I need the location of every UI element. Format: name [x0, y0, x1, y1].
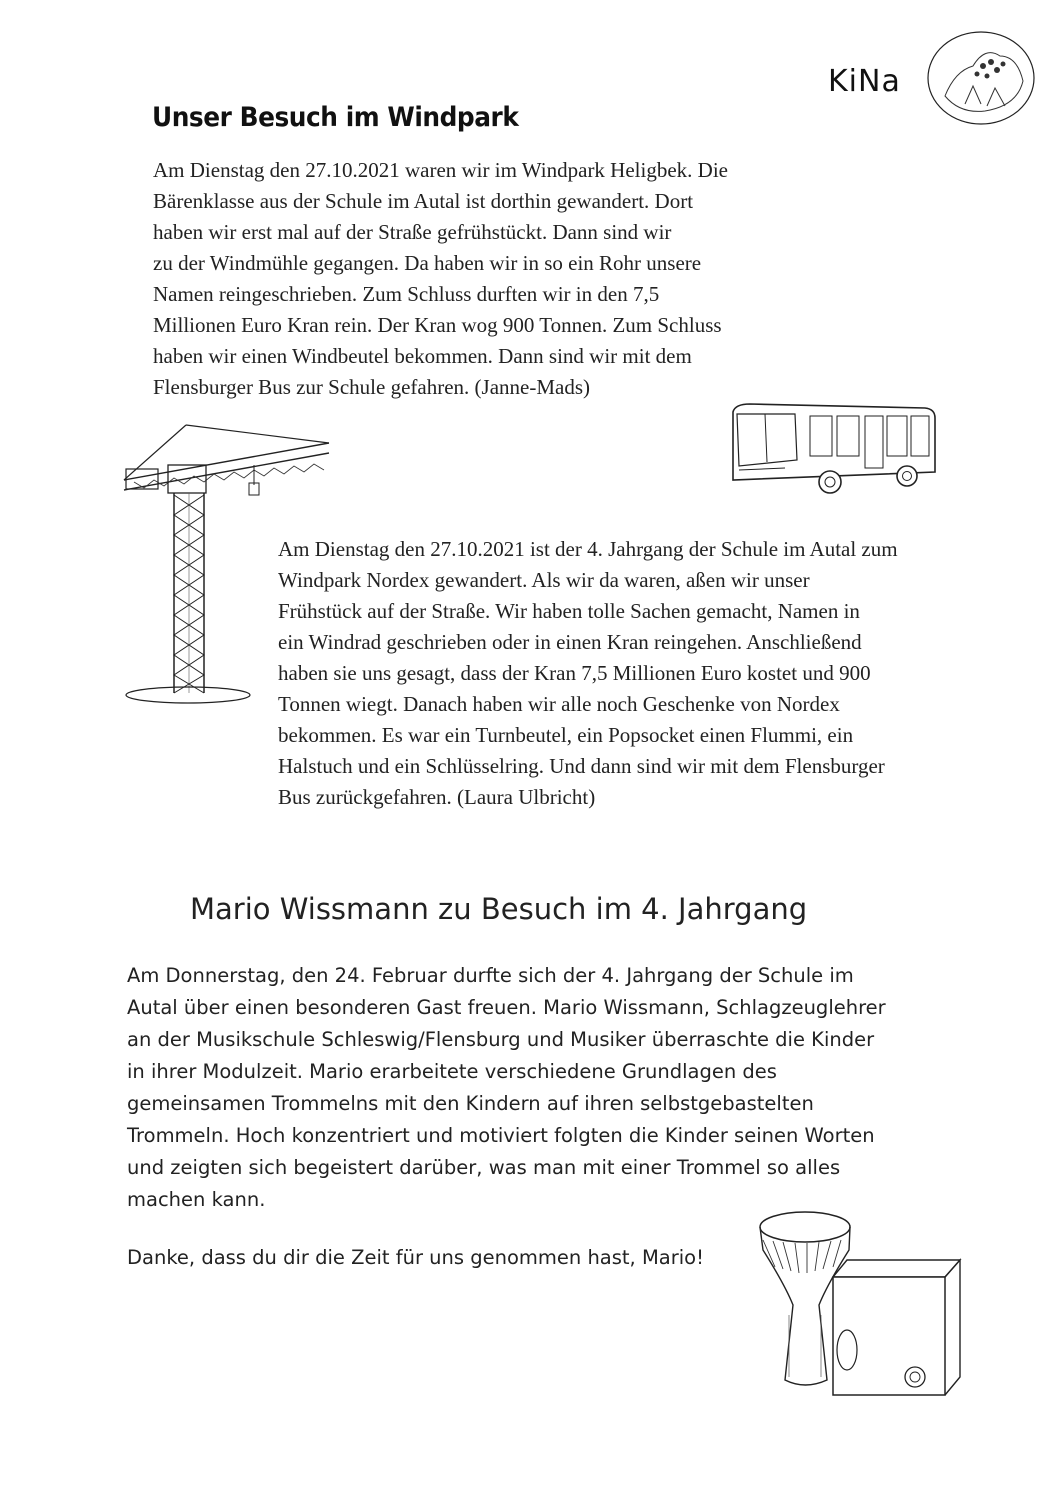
text-line: Windpark Nordex gewandert. Als wir da waren, aßen wir unser — [278, 568, 810, 592]
thanks-line: Danke, dass du dir die Zeit für uns genommen hast, Mario! — [127, 1246, 704, 1269]
text-line: Am Dienstag den 27.10.2021 ist der 4. Jahrgang der Schule im Autal zum — [278, 537, 898, 561]
text-line: haben wir einen Windbeutel bekommen. Dann sind wir mit dem — [153, 344, 692, 368]
article-3-title: Mario Wissmann zu Besuch im 4. Jahrgang — [190, 892, 808, 926]
text-line: Am Dienstag den 27.10.2021 waren wir im Windpark Heligbek. Die — [153, 158, 728, 182]
kina-logo-icon — [925, 26, 1043, 126]
text-line: bekommen. Es war ein Turnbeutel, ein Popsocket einen Flummi, ein — [278, 723, 854, 747]
text-line: Halstuch und ein Schlüsselring. Und dann sind wir mit dem Flensburger — [278, 754, 885, 778]
text-line: Trommeln. Hoch konzentriert und motiviert folgten die Kinder seinen Worten — [127, 1124, 875, 1147]
text-line: in ihrer Modulzeit. Mario erarbeitete verschiedene Grundlagen des — [127, 1060, 777, 1083]
text-line: machen kann. — [127, 1188, 266, 1211]
text-line: Namen reingeschrieben. Zum Schluss durften wir in den 7,5 — [153, 282, 660, 306]
article-2-body — [278, 534, 988, 813]
article-3-body — [127, 960, 886, 1216]
text-line: Bus zurückgefahren. (Laura Ulbricht) — [278, 785, 596, 809]
text-line: haben sie uns gesagt, dass der Kran 7,5 Millionen Euro kostet und 900 — [278, 661, 871, 685]
text-line: Tonnen wiegt. Danach haben wir alle noch Geschenke von Nordex — [278, 692, 840, 716]
text-line: zu der Windmühle gegangen. Da haben wir in so ein Rohr unsere — [153, 251, 702, 275]
article-1-body — [153, 155, 793, 403]
drums-icon — [755, 1205, 970, 1409]
text-line: gemeinsamen Trommelns mit den Kindern auf ihren selbstgebastelten — [127, 1092, 814, 1115]
text-line: Frühstück auf der Straße. Wir haben tolle Sachen gemacht, Namen in — [278, 599, 860, 623]
article-1-title: Unser Besuch im Windpark — [152, 102, 519, 133]
text-line: und zeigten sich begeistert darüber, was man mit einer Trommel so alles — [127, 1156, 841, 1179]
text-line: haben wir erst mal auf der Straße gefrühstückt. Dann sind wir — [153, 220, 672, 244]
text-line: Millionen Euro Kran rein. Der Kran wog 900 Tonnen. Zum Schluss — [153, 313, 722, 337]
text-line: Flensburger Bus zur Schule gefahren. (Janne-Mads) — [153, 375, 590, 399]
text-line: Am Donnerstag, den 24. Februar durfte sich der 4. Jahrgang der Schule im — [127, 964, 854, 987]
text-line: an der Musikschule Schleswig/Flensburg und Musiker überraschte die Kinder — [127, 1028, 875, 1051]
text-line: Autal über einen besonderen Gast freuen. Mario Wissmann, Schlagzeuglehrer — [127, 996, 886, 1019]
text-line: Bärenklasse aus der Schule im Autal ist dorthin gewandert. Dort — [153, 189, 694, 213]
text-line: ein Windrad geschrieben oder in einen Kran reingehen. Anschließend — [278, 630, 862, 654]
bus-icon — [725, 400, 940, 504]
brand-label: KiNa — [828, 64, 901, 99]
